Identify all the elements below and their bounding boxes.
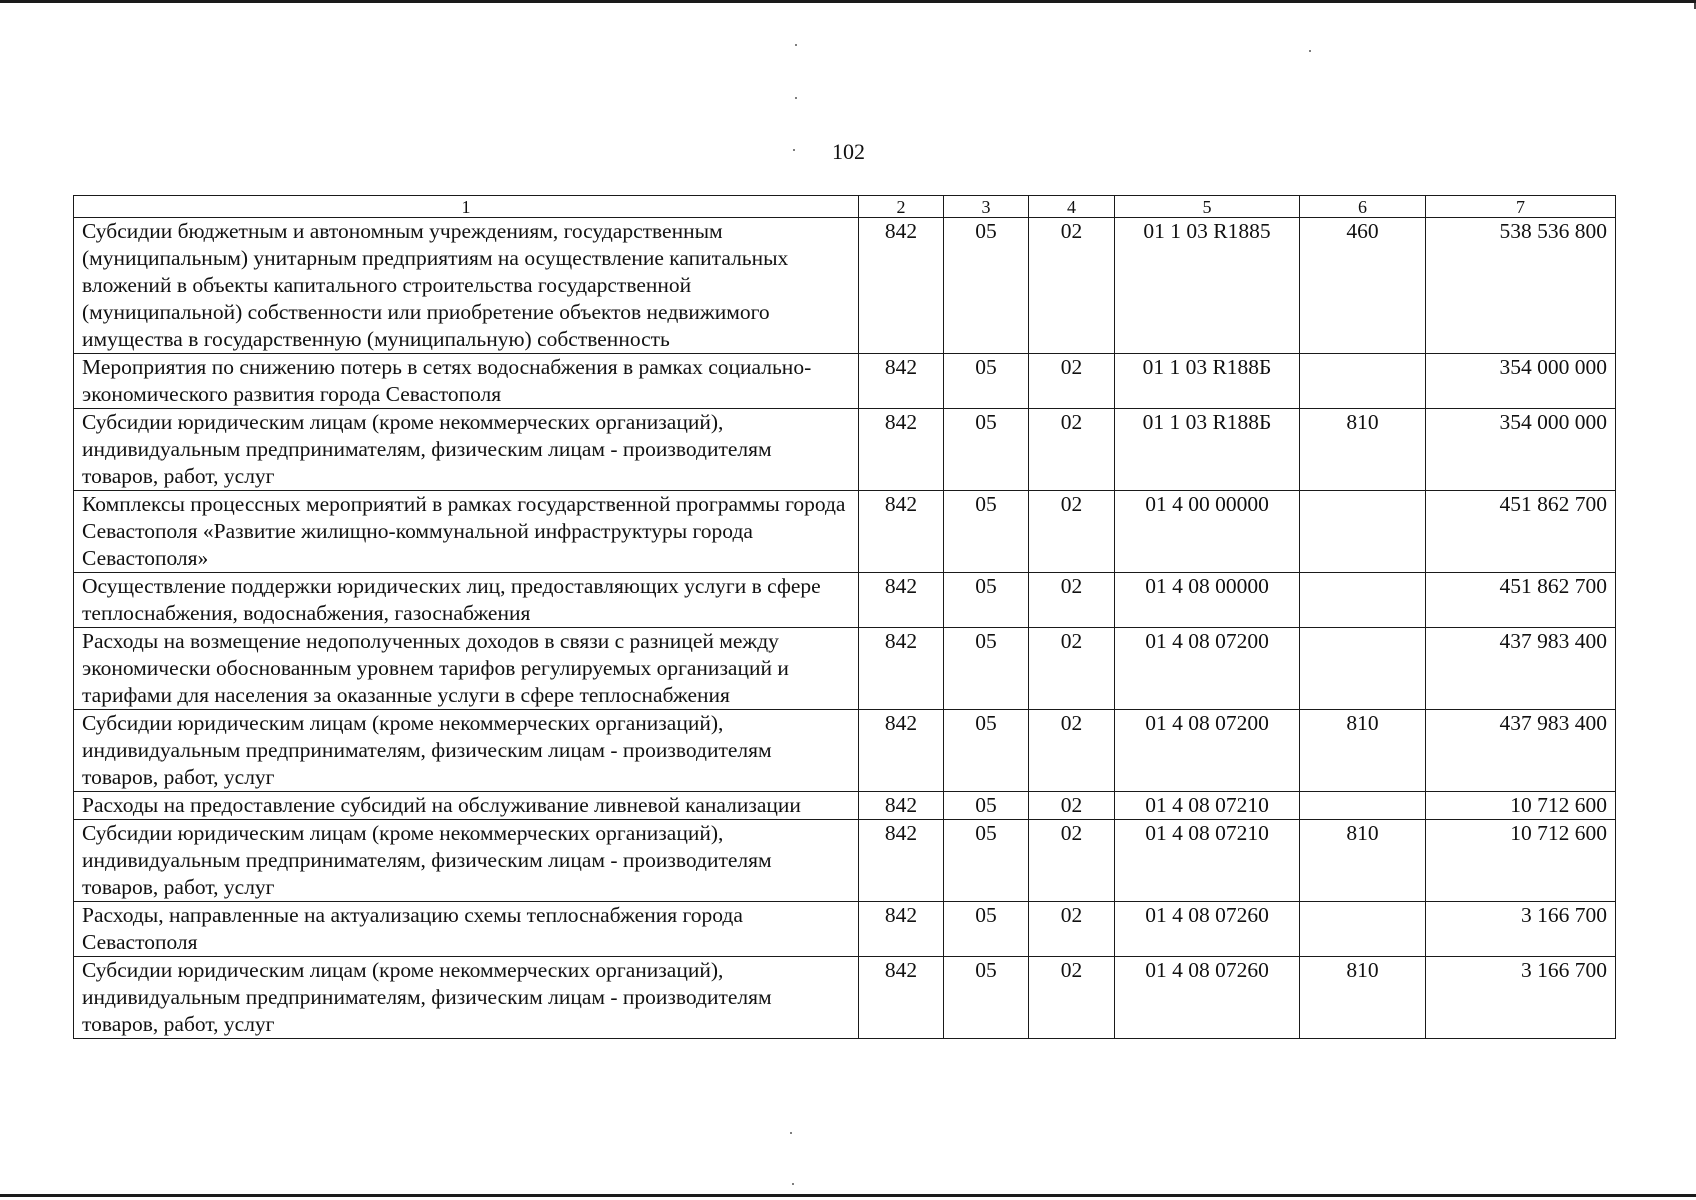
expense-name-cell: Мероприятия по снижению потерь в сетях водоснабжения в рамках социально-экономического развития города Севастополя bbox=[74, 354, 859, 409]
amount-cell: 451 862 700 bbox=[1426, 491, 1616, 573]
scan-speck bbox=[795, 44, 797, 46]
amount-cell: 10 712 600 bbox=[1426, 792, 1616, 820]
section-code-cell: 05 bbox=[944, 218, 1029, 354]
expense-type-cell bbox=[1300, 491, 1426, 573]
amount-cell: 10 712 600 bbox=[1426, 820, 1616, 902]
section-code-cell: 05 bbox=[944, 792, 1029, 820]
table-row bbox=[74, 710, 1616, 792]
target-article-cell: 01 1 03 R188Б bbox=[1115, 354, 1300, 409]
subsection-code-cell: 02 bbox=[1029, 354, 1115, 409]
subsection-code-cell: 02 bbox=[1029, 573, 1115, 628]
subsection-code-cell: 02 bbox=[1029, 491, 1115, 573]
header-row bbox=[74, 196, 1616, 218]
table-row bbox=[74, 628, 1616, 710]
scan-speck bbox=[792, 1183, 794, 1185]
amount-cell: 437 983 400 bbox=[1426, 710, 1616, 792]
amount-cell: 3 166 700 bbox=[1426, 902, 1616, 957]
ministry-code-cell: 842 bbox=[859, 902, 944, 957]
subsection-code-cell: 02 bbox=[1029, 218, 1115, 354]
ministry-code-cell: 842 bbox=[859, 628, 944, 710]
ministry-code-cell: 842 bbox=[859, 354, 944, 409]
table-row bbox=[74, 491, 1616, 573]
expense-type-cell bbox=[1300, 628, 1426, 710]
table-row bbox=[74, 218, 1616, 354]
expense-name-cell: Субсидии бюджетным и автономным учреждениям, государственным (муниципальным) унитарным предприятиям на осуществление капитальных вложений в объекты капитального строительства государственной (муниципальной) собственности или приобретение объектов недвижимого имущества в государственную (муниципальную) собственность bbox=[74, 218, 859, 354]
page-number: 102 bbox=[832, 139, 865, 164]
expense-name-cell: Субсидии юридическим лицам (кроме некоммерческих организаций), индивидуальным предпринимателям, физическим лицам - производителям товаров, работ, услуг bbox=[74, 957, 859, 1039]
target-article-cell: 01 4 08 07210 bbox=[1115, 820, 1300, 902]
expense-type-cell: 460 bbox=[1300, 218, 1426, 354]
target-article-cell: 01 4 08 07210 bbox=[1115, 792, 1300, 820]
amount-cell: 354 000 000 bbox=[1426, 354, 1616, 409]
expense-name-cell: Комплексы процессных мероприятий в рамках государственной программы города Севастополя «Развитие жилищно-коммунальной инфраструктуры города Севастополя» bbox=[74, 491, 859, 573]
expense-name-cell: Расходы на возмещение недополученных доходов в связи с разницей между экономически обоснованным уровнем тарифов регулируемых организаций и тарифами для населения за оказанные услуги в сфере теплоснабжения bbox=[74, 628, 859, 710]
section-code-cell: 05 bbox=[944, 820, 1029, 902]
expense-type-cell bbox=[1300, 792, 1426, 820]
expense-name-cell: Субсидии юридическим лицам (кроме некоммерческих организаций), индивидуальным предпринимателям, физическим лицам - производителям товаров, работ, услуг bbox=[74, 710, 859, 792]
column-header: 5 bbox=[1115, 196, 1300, 218]
expense-type-cell bbox=[1300, 902, 1426, 957]
table-row bbox=[74, 573, 1616, 628]
expense-name-cell: Субсидии юридическим лицам (кроме некоммерческих организаций), индивидуальным предпринимателям, физическим лицам - производителям товаров, работ, услуг bbox=[74, 409, 859, 491]
ministry-code-cell: 842 bbox=[859, 792, 944, 820]
column-header: 4 bbox=[1029, 196, 1115, 218]
amount-cell: 354 000 000 bbox=[1426, 409, 1616, 491]
section-code-cell: 05 bbox=[944, 409, 1029, 491]
amount-cell: 538 536 800 bbox=[1426, 218, 1616, 354]
ministry-code-cell: 842 bbox=[859, 218, 944, 354]
subsection-code-cell: 02 bbox=[1029, 792, 1115, 820]
table-row bbox=[74, 354, 1616, 409]
target-article-cell: 01 1 03 R1885 bbox=[1115, 218, 1300, 354]
scan-speck bbox=[790, 1132, 792, 1134]
column-header: 7 bbox=[1426, 196, 1616, 218]
ministry-code-cell: 842 bbox=[859, 957, 944, 1039]
section-code-cell: 05 bbox=[944, 491, 1029, 573]
table-row bbox=[74, 902, 1616, 957]
table-row bbox=[74, 820, 1616, 902]
section-code-cell: 05 bbox=[944, 354, 1029, 409]
expense-type-cell: 810 bbox=[1300, 409, 1426, 491]
target-article-cell: 01 4 08 07260 bbox=[1115, 957, 1300, 1039]
scan-speck bbox=[793, 149, 795, 151]
scan-edge-top bbox=[0, 0, 1696, 3]
table-row bbox=[74, 957, 1616, 1039]
ministry-code-cell: 842 bbox=[859, 710, 944, 792]
expense-name-cell: Субсидии юридическим лицам (кроме некоммерческих организаций), индивидуальным предпринимателям, физическим лицам - производителям товаров, работ, услуг bbox=[74, 820, 859, 902]
amount-cell: 451 862 700 bbox=[1426, 573, 1616, 628]
subsection-code-cell: 02 bbox=[1029, 957, 1115, 1039]
budget-table bbox=[73, 195, 1616, 1039]
target-article-cell: 01 4 00 00000 bbox=[1115, 491, 1300, 573]
ministry-code-cell: 842 bbox=[859, 820, 944, 902]
subsection-code-cell: 02 bbox=[1029, 409, 1115, 491]
expense-type-cell: 810 bbox=[1300, 957, 1426, 1039]
subsection-code-cell: 02 bbox=[1029, 902, 1115, 957]
amount-cell: 3 166 700 bbox=[1426, 957, 1616, 1039]
column-header: 6 bbox=[1300, 196, 1426, 218]
expense-type-cell: 810 bbox=[1300, 710, 1426, 792]
column-header: 3 bbox=[944, 196, 1029, 218]
amount-cell: 437 983 400 bbox=[1426, 628, 1616, 710]
scan-speck bbox=[1309, 50, 1311, 52]
table-row bbox=[74, 409, 1616, 491]
target-article-cell: 01 4 08 07200 bbox=[1115, 710, 1300, 792]
ministry-code-cell: 842 bbox=[859, 409, 944, 491]
section-code-cell: 05 bbox=[944, 957, 1029, 1039]
section-code-cell: 05 bbox=[944, 573, 1029, 628]
expense-name-cell: Расходы, направленные на актуализацию схемы теплоснабжения города Севастополя bbox=[74, 902, 859, 957]
target-article-cell: 01 1 03 R188Б bbox=[1115, 409, 1300, 491]
table-row bbox=[74, 792, 1616, 820]
column-header: 2 bbox=[859, 196, 944, 218]
target-article-cell: 01 4 08 07200 bbox=[1115, 628, 1300, 710]
target-article-cell: 01 4 08 07260 bbox=[1115, 902, 1300, 957]
expense-name-cell: Расходы на предоставление субсидий на обслуживание ливневой канализации bbox=[74, 792, 859, 820]
scan-edge-bottom bbox=[0, 1194, 1696, 1197]
subsection-code-cell: 02 bbox=[1029, 820, 1115, 902]
section-code-cell: 05 bbox=[944, 710, 1029, 792]
subsection-code-cell: 02 bbox=[1029, 628, 1115, 710]
expense-type-cell: 810 bbox=[1300, 820, 1426, 902]
subsection-code-cell: 02 bbox=[1029, 710, 1115, 792]
expense-type-cell bbox=[1300, 354, 1426, 409]
ministry-code-cell: 842 bbox=[859, 491, 944, 573]
section-code-cell: 05 bbox=[944, 902, 1029, 957]
ministry-code-cell: 842 bbox=[859, 573, 944, 628]
section-code-cell: 05 bbox=[944, 628, 1029, 710]
expense-type-cell bbox=[1300, 573, 1426, 628]
target-article-cell: 01 4 08 00000 bbox=[1115, 573, 1300, 628]
scan-speck bbox=[795, 97, 797, 99]
expense-name-cell: Осуществление поддержки юридических лиц, предоставляющих услуги в сфере теплоснабжения, водоснабжения, газоснабжения bbox=[74, 573, 859, 628]
column-header: 1 bbox=[74, 196, 859, 218]
